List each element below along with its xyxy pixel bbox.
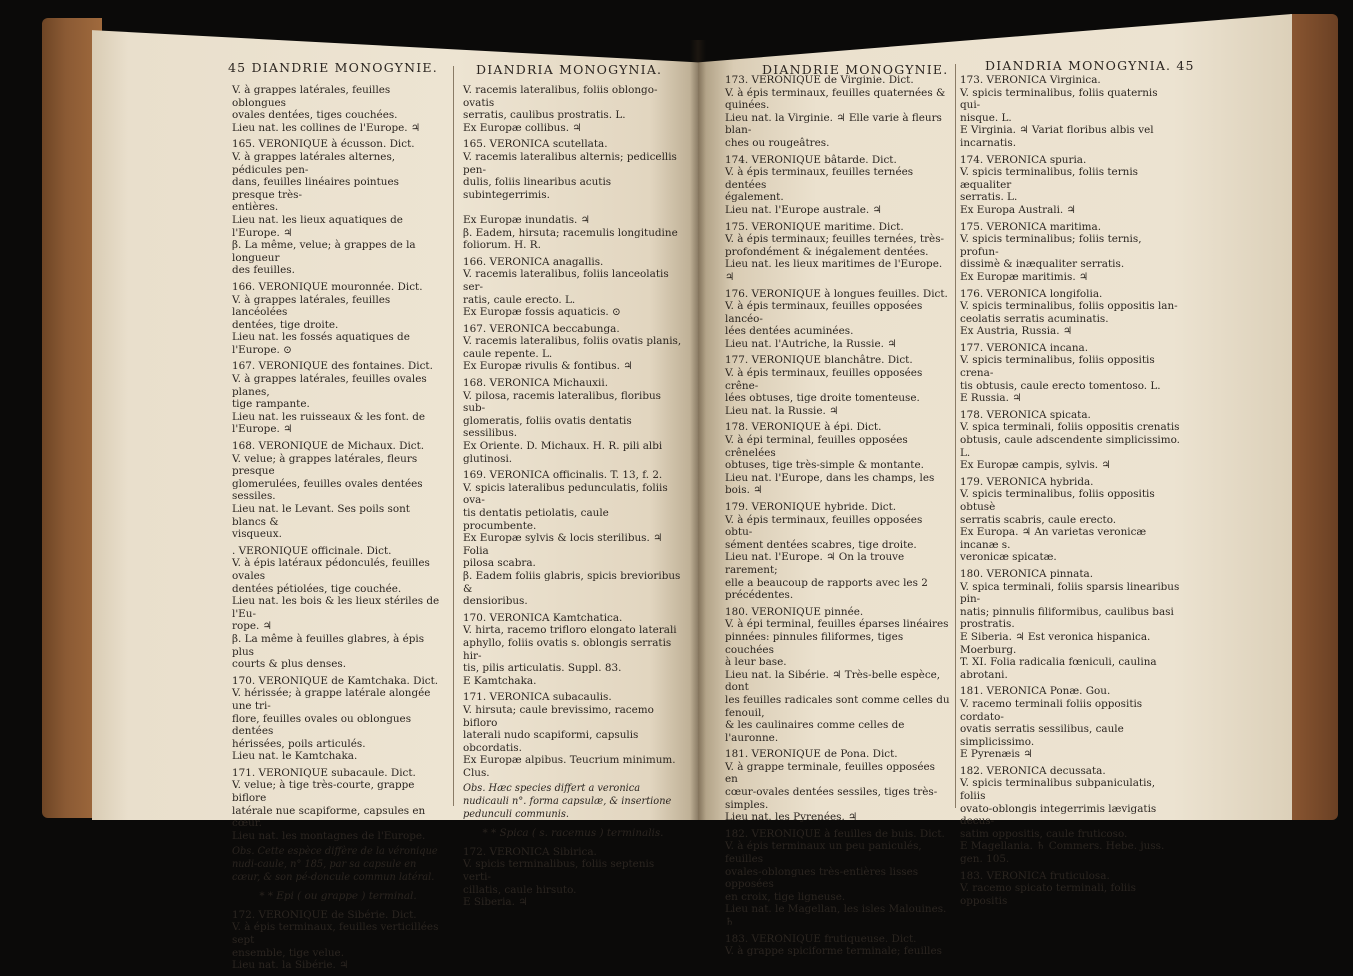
entry-line: V. spicis terminalibus, foliis ternis æqualiter <box>960 166 1139 191</box>
entry-heading: 173. VERONIQUE de Virginie. Dict. <box>725 74 914 86</box>
column-right-latin <box>960 74 1180 911</box>
entry-line: des feuilles. <box>232 264 295 277</box>
entry-line: Lieu nat. la Sibérie. ♃ <box>232 959 349 972</box>
entry-heading: 183. VERONICA fruticulosa. <box>960 869 1110 882</box>
entry-heading: 176. VERONICA longifolia. <box>960 287 1103 300</box>
entry-line: les feuilles radicales sont comme celles du fenouil, <box>725 693 950 719</box>
entry-line: Ex Europæ collibus. ♃ <box>463 121 582 134</box>
running-head-right-french: DIANDRIE MONOGYNIE. <box>762 62 949 77</box>
entry-line: Lieu nat. l'Europe. ♃ On la trouve rarement; <box>725 551 905 576</box>
entry-line: V. à épis terminaux, feuilles opposées crêne- <box>725 367 923 392</box>
entry-line: V. à grappes latérales alternes, pédicules pen- <box>232 150 396 176</box>
entry-line: T. XI. Folia radicalia fœniculi, caulina abrotani. <box>960 656 1157 681</box>
entry-line: dentées, tige droite. <box>232 318 339 331</box>
entry-line: V. spicis terminalibus, foliis oppositis obtusè <box>960 488 1155 513</box>
species-entry <box>960 221 1180 284</box>
entry-heading: 179. VERONIQUE hybride. Dict. <box>725 501 897 513</box>
column-left-french <box>232 84 444 976</box>
entry-heading: 167. VERONICA beccabunga. <box>463 322 620 335</box>
entry-line: V. à grappe spiciforme terminale; feuilles <box>725 945 942 958</box>
species-entry <box>232 767 444 843</box>
species-entry <box>463 377 683 465</box>
entry-line: V. spicis terminalibus subpaniculatis, foliis <box>960 777 1156 803</box>
entry-line: Lieu nat. la Virginie. ♃ Elle varie à fleurs blan- <box>725 111 942 137</box>
entry-line: V. velue; à grappes latérales, fleurs presque <box>232 452 418 478</box>
entry-line: aphyllo, foliis ovatis s. oblongis serratis hir- <box>463 636 672 662</box>
entry-heading: 172. VERONICA Sibirica. <box>463 845 597 858</box>
entry-line: natis; pinnulis filiformibus, caulibus basi <box>960 605 1174 618</box>
section-heading: * * Epi ( ou grappe ) terminal. <box>259 890 417 903</box>
entry-line: V. à épis terminaux, feuilles opposées obtu- <box>725 513 923 539</box>
species-entry <box>463 469 683 608</box>
species-entry <box>463 256 683 319</box>
entry-line: flore, feuilles ovales ou oblongues dentées <box>232 712 412 738</box>
entry-line: E Pyrenæis ♃ <box>960 748 1033 761</box>
species-entry <box>725 933 950 958</box>
entry-line: V. à grappes latérales, feuilles ovales planes, <box>232 373 427 398</box>
entry-line: serratis, caulibus prostratis. L. <box>463 109 626 122</box>
entry-line: ceolatis serratis acuminatis. <box>960 312 1109 325</box>
entry-line: Lieu nat. le Levant. Ses poils sont blancs & <box>232 503 410 528</box>
entry-line: ovatis serratis sessilibus, caule simplicissimo. <box>960 723 1124 748</box>
species-entry <box>725 154 950 217</box>
entry-heading: 173. VERONICA Virginica. <box>960 74 1101 86</box>
entry-line: V. spicis terminalibus, foliis oppositis lan- <box>960 300 1178 313</box>
entry-line: Ex Europa Australi. ♃ <box>960 203 1076 216</box>
entry-heading: 169. VERONICA officinalis. T. 13, f. 2. <box>463 469 663 482</box>
entry-line: Ex Europæ campis, sylvis. ♃ <box>960 459 1111 472</box>
entry-heading: 182. VERONICA decussata. <box>960 764 1106 777</box>
entry-heading: 177. VERONIQUE blanchâtre. Dict. <box>725 354 913 367</box>
entry-line: caule repente. L. <box>463 347 553 360</box>
entry-line: E Virginia. ♃ Variat floribus albis vel incarnatis. <box>960 124 1154 149</box>
entry-line: β. La même, velue; à grappes de la longueur <box>232 239 416 264</box>
entry-line: Lieu nat. la Sibérie. ♃ Très-belle espèce, dont <box>725 668 941 694</box>
entry-line: dissimè & inæqualiter serratis. <box>960 258 1125 271</box>
species-entry <box>232 138 444 277</box>
entry-line: V. à épis terminaux; feuilles ternées, très- <box>725 233 945 246</box>
entry-heading: 179. VERONICA hybrida. <box>960 475 1094 488</box>
entry-line: veronicæ spicatæ. <box>960 551 1057 564</box>
entry-line: Lieu nat. les bois & les lieux stériles de l'Eu- <box>232 595 440 620</box>
entry-line: Lieu nat. les montagnes de l'Europe. <box>232 829 426 842</box>
entry-line: Lieu nat. les lieux aquatiques de l'Europe. ♃ <box>232 213 403 239</box>
species-entry <box>960 870 1180 908</box>
entry-line: sément dentées scabres, tige droite. <box>725 538 917 551</box>
entry-line: Lieu nat. les ruisseaux & les font. de l'Europe. ♃ <box>232 410 426 436</box>
entry-heading: 168. VERONICA Michauxii. <box>463 377 608 390</box>
entry-heading: 178. VERONIQUE à épi. Dict. <box>725 421 882 434</box>
entry-line: ensemble, tige velue. <box>232 946 344 959</box>
entry-line: Ex Europæ inundatis. ♃ <box>463 213 590 226</box>
entry-line: β. Eadem foliis glabris, spicis brevioribus & <box>463 569 681 595</box>
entry-line: V. hirta, racemo trifloro elongato laterali <box>463 624 677 637</box>
entry-line: V. à grappes latérales, feuilles lancéolées <box>232 293 391 319</box>
entry-line: Lieu nat. le Kamtchaka. <box>232 750 358 763</box>
entry-line: pilosa scabra. <box>463 557 536 570</box>
entry-line: latérale nue scapiforme, capsules en cœur. <box>232 804 426 830</box>
entry-line: ovales dentées, tiges couchées. <box>232 109 398 122</box>
species-entry <box>463 84 683 134</box>
entry-line: rope. ♃ <box>232 620 272 633</box>
entry-line: E Siberia. ♃ Est veronica hispanica. Moerburg. <box>960 630 1151 656</box>
species-entry <box>960 154 1180 217</box>
entry-line: V. à épis terminaux, feuilles quaternées & <box>725 86 946 99</box>
entry-line: V. à épis latéraux pédonculés, feuilles ovales <box>232 557 430 582</box>
column-left-latin <box>463 84 683 913</box>
observation-note: Obs. Cette espèce diffère de la véronique nudi-caule, n° 185, par sa capsule en cœur, & son pé-doncule commun latéral. <box>232 846 438 883</box>
entry-line: visqueux. <box>232 528 282 541</box>
species-entry <box>232 281 444 357</box>
entry-line: E Siberia. ♃ <box>463 896 528 909</box>
entry-line: glomeratis, foliis ovatis dentatis sessilibus. <box>463 414 632 440</box>
entry-line: V. à épi terminal, feuilles éparses linéaires <box>725 618 949 631</box>
species-entry <box>463 138 683 251</box>
species-entry <box>725 606 950 745</box>
entry-line: laterali nudo scapiformi, capsulis obcordatis. <box>463 729 639 754</box>
species-entry <box>725 828 950 929</box>
entry-line: tige rampante. <box>232 398 310 411</box>
entry-line: dentées pétiolées, tige couchée. <box>232 582 402 595</box>
column-right-french <box>725 74 950 962</box>
observation-note: Obs. Hæc species differt a veronica nudicauli n°. forma capsulæ, & insertione pedunculi communis. <box>463 783 672 820</box>
species-entry <box>232 360 444 436</box>
entry-line: ratis, caule erecto. L. <box>463 293 576 306</box>
entry-line: V. racemis lateralibus, foliis ovatis planis, <box>463 335 682 348</box>
species-entry <box>960 342 1180 405</box>
species-entry <box>960 288 1180 338</box>
entry-heading: 167. VERONIQUE des fontaines. Dict. <box>232 360 433 373</box>
entry-heading: 180. VERONICA pinnata. <box>960 567 1094 580</box>
entry-line: à leur base. <box>725 656 787 669</box>
running-head-left-french: 45 DIANDRIE MONOGYNIE. <box>228 60 438 75</box>
entry-line: cillatis, caule hirsuto. <box>463 883 577 896</box>
entry-heading: V. racemis lateralibus, foliis oblongo-ovatis <box>463 84 658 109</box>
species-entry <box>960 765 1180 866</box>
entry-line: Ex Europæ fossis aquaticis. ⊙ <box>463 306 621 319</box>
running-head-right-latin: DIANDRIA MONOGYNIA. 45 <box>985 58 1195 73</box>
book-cover-right <box>1290 14 1338 820</box>
entry-heading: 170. VERONICA Kamtchatica. <box>463 611 623 624</box>
entry-line: Ex Europæ rivulis & fontibus. ♃ <box>463 360 633 373</box>
entry-line: courts & plus denses. <box>232 658 347 671</box>
species-entry <box>232 84 444 134</box>
entry-line: obtusis, caule adscendente simplicissimo. L. <box>960 434 1180 459</box>
entry-line: Lieu nat. l'Europe, dans les champs, les bois. ♃ <box>725 471 935 497</box>
entry-line: V. velue; à tige très-courte, grappe biflore <box>232 779 415 805</box>
species-entry <box>463 323 683 373</box>
entry-line: tis obtusis, caule erecto tomentoso. L. <box>960 379 1161 392</box>
entry-heading: 182. VERONIQUE à feuilles de buis. Dict. <box>725 827 945 840</box>
entry-line: V. spicis terminalibus, foliis septenis verti- <box>463 858 655 884</box>
species-entry <box>463 612 683 688</box>
entry-line: & les caulinaires comme celles de l'auronne. <box>725 719 905 744</box>
entry-line: satim oppositis, caule fruticoso. <box>960 827 1128 840</box>
entry-heading: 174. VERONIQUE bâtarde. Dict. <box>725 153 897 166</box>
entry-heading: . VERONIQUE officinale. Dict. <box>232 544 392 557</box>
entry-heading: V. à grappes latérales, feuilles oblongues <box>232 84 391 109</box>
book-gutter <box>690 40 706 820</box>
entry-line: Lieu nat. les Pyrenées. ♃ <box>725 811 858 824</box>
entry-heading: 183. VERONIQUE frutiqueuse. Dict. <box>725 932 917 945</box>
entry-line: Lieu nat. les fossés aquatiques de l'Europe. ⊙ <box>232 331 410 356</box>
species-entry <box>960 74 1180 150</box>
species-entry <box>463 691 683 779</box>
species-entry <box>725 288 950 351</box>
entry-heading: 166. VERONICA anagallis. <box>463 255 604 268</box>
entry-line: β. Eadem, hirsuta; racemulis longitudine <box>463 226 678 239</box>
entry-heading: 168. VERONIQUE de Michaux. Dict. <box>232 440 425 453</box>
entry-line: pinnées: pinnules filiformes, tiges couchées <box>725 630 904 656</box>
entry-line: V. à épis terminaux, feuilles verticillées sept <box>232 921 439 946</box>
entry-line: V. racemo spicato terminali, foliis oppositis <box>960 882 1136 907</box>
entry-line: E Kamtchaka. <box>463 674 537 687</box>
entry-line: V. à épis terminaux, feuilles ternées dentées <box>725 166 914 191</box>
species-entry <box>725 354 950 417</box>
entry-heading: 181. VERONIQUE de Pona. Dict. <box>725 748 898 761</box>
entry-line: Ex Oriente. D. Michaux. H. R. pili albi glutinosi. <box>463 440 663 465</box>
entry-heading: 175. VERONICA maritima. <box>960 220 1102 233</box>
entry-line: V. racemis lateralibus alternis; pedicellis pen- <box>463 150 677 176</box>
species-entry <box>725 421 950 497</box>
entry-line: dans, feuilles linéaires pointues presque très- <box>232 176 399 201</box>
column-rule-left <box>453 66 454 806</box>
entry-line: V. spicis terminalibus, foliis quaternis qui- <box>960 86 1158 112</box>
entry-line: lées obtuses, tige droite tomenteuse. <box>725 392 920 405</box>
entry-line: Lieu nat. les collines de l'Europe. ♃ <box>232 121 421 134</box>
entry-line: V. spica terminali, foliis sparsis linearibus pin- <box>960 580 1180 606</box>
species-entry <box>960 409 1180 472</box>
species-entry <box>725 748 950 824</box>
entry-line: profondément & inégalement dentées. <box>725 245 929 258</box>
entry-line: glomerulées, feuilles ovales dentées sessiles. <box>232 477 423 503</box>
entry-heading: 171. VERONIQUE subacaule. Dict. <box>232 766 416 779</box>
entry-line: lées dentées acuminées. <box>725 325 854 338</box>
entry-line: obtuses, tige très-simple & montante. <box>725 459 924 472</box>
entry-line: V. spicis terminalibus, foliis oppositis crena- <box>960 354 1155 380</box>
entry-line: V. hérissée; à grappe latérale alongée une tri- <box>232 687 431 712</box>
entry-heading: 165. VERONICA scutellata. <box>463 138 608 151</box>
entry-line: E Russia. ♃ <box>960 392 1022 405</box>
entry-heading: 166. VERONIQUE mouronnée. Dict. <box>232 280 423 293</box>
entry-line: V. à épis terminaux un peu paniculés, feuilles <box>725 840 922 866</box>
species-entry <box>725 74 950 150</box>
entry-line: cœur-ovales dentées sessiles, tiges très-simples. <box>725 786 938 811</box>
entry-heading: 172. VERONIQUE de Sibérie. Dict. <box>232 908 417 921</box>
species-entry <box>960 568 1180 681</box>
entry-line: en croix, tige ligneuse. <box>725 890 846 903</box>
column-rule-right <box>955 64 956 808</box>
species-entry <box>725 501 950 602</box>
entry-heading: 180. VERONIQUE pinnée. <box>725 605 864 618</box>
entry-line: Ex Europa. ♃ An varietas veronicæ incanæ s. <box>960 526 1147 551</box>
entry-heading: 176. VERONIQUE à longues feuilles. Dict. <box>725 287 948 300</box>
entry-line: dulis, foliis linearibus acutis subintegerrimis. <box>463 176 612 201</box>
entry-line: également. <box>725 191 784 204</box>
species-entry <box>232 545 444 671</box>
entry-line: V. à épi terminal, feuilles opposées crênelées <box>725 434 908 459</box>
entry-line: serratis scabris, caule erecto. <box>960 513 1117 526</box>
entry-line: Lieu nat. l'Autriche, la Russie. ♃ <box>725 337 897 350</box>
entry-line: ovales-oblongues très-entières lisses opposées <box>725 865 919 891</box>
species-entry <box>463 846 683 909</box>
entry-line: ovato-oblongis integerrimis lævigatis decus- <box>960 802 1157 828</box>
entry-line: serratis. L. <box>960 191 1018 204</box>
entry-line: Lieu nat. la Russie. ♃ <box>725 404 839 417</box>
entry-line: Ex Europæ sylvis & locis sterilibus. ♃ Folia <box>463 532 663 557</box>
entry-line: nisque. L. <box>960 111 1012 124</box>
entry-line: E Magellania. ♄ Commers. Hebe. juss. gen. 105. <box>960 840 1165 866</box>
species-entry <box>232 909 444 972</box>
entry-line: Lieu nat. l'Europe australe. ♃ <box>725 203 882 216</box>
entry-line: prostratis. <box>960 618 1015 631</box>
species-entry <box>725 221 950 284</box>
entry-line: V. racemis lateralibus, foliis lanceolatis ser- <box>463 268 669 293</box>
running-head-left-latin: DIANDRIA MONOGYNIA. <box>476 62 663 77</box>
species-entry <box>232 675 444 763</box>
entry-line: V. hirsuta; caule brevissimo, racemo bifloro <box>463 703 654 729</box>
entry-line: quinées. <box>725 99 770 112</box>
entry-line: ches ou rougeâtres. <box>725 136 830 149</box>
entry-heading: 171. VERONICA subacaulis. <box>463 691 612 704</box>
species-entry <box>960 476 1180 564</box>
entry-line: elle a beaucoup de rapports avec les 2 précédentes. <box>725 576 928 602</box>
entry-heading: 178. VERONICA spicata. <box>960 408 1091 421</box>
species-entry <box>232 440 444 541</box>
entry-line: tis dentatis petiolatis, caule procumbente. <box>463 507 609 532</box>
entry-heading: 175. VERONIQUE maritime. Dict. <box>725 220 904 233</box>
entry-line: foliorum. H. R. <box>463 239 541 252</box>
entry-line: V. spicis terminalibus; foliis ternis, profun- <box>960 233 1142 258</box>
entry-line: β. La même à feuilles glabres, à épis plus <box>232 632 425 658</box>
entry-heading: 177. VERONICA incana. <box>960 341 1089 354</box>
entry-line: V. spicis lateralibus pedunculatis, foliis ova- <box>463 481 668 507</box>
entry-line: entières. <box>232 201 279 214</box>
entry-line: Lieu nat. le Magellan, les isles Malouines. ♄ <box>725 903 947 928</box>
entry-heading: 165. VERONIQUE à écusson. Dict. <box>232 138 415 151</box>
entry-line: tis, pilis articulatis. Suppl. 83. <box>463 662 622 675</box>
species-entry <box>960 685 1180 761</box>
entry-line: hérissées, poils articulés. <box>232 737 366 750</box>
entry-line: V. pilosa, racemis lateralibus, floribus sub- <box>463 389 662 415</box>
entry-line: V. racemo terminali foliis oppositis cordato- <box>960 697 1143 723</box>
entry-line: Lieu nat. les lieux maritimes de l'Europe. ♃ <box>725 258 943 283</box>
entry-line: V. à grappe terminale, feuilles opposées en <box>725 760 936 786</box>
entry-heading: 170. VERONIQUE de Kamtchaka. Dict. <box>232 674 439 687</box>
entry-line: V. à épis terminaux, feuilles opposées lancéo- <box>725 300 923 325</box>
entry-heading: 181. VERONICA Ponæ. Gou. <box>960 685 1111 698</box>
entry-line: Ex Europæ maritimis. ♃ <box>960 270 1089 283</box>
entry-line: Ex Austria, Russia. ♃ <box>960 325 1073 338</box>
entry-line: Ex Europæ alpibus. Teucrium minimum. Clus. <box>463 754 676 779</box>
section-heading: * * Spica ( s. racemus ) terminalis. <box>482 827 664 840</box>
entry-line: densioribus. <box>463 595 528 608</box>
entry-line <box>463 201 683 214</box>
entry-line: V. spica terminali, foliis oppositis crenatis <box>960 421 1180 434</box>
entry-heading: 174. VERONICA spuria. <box>960 153 1087 166</box>
